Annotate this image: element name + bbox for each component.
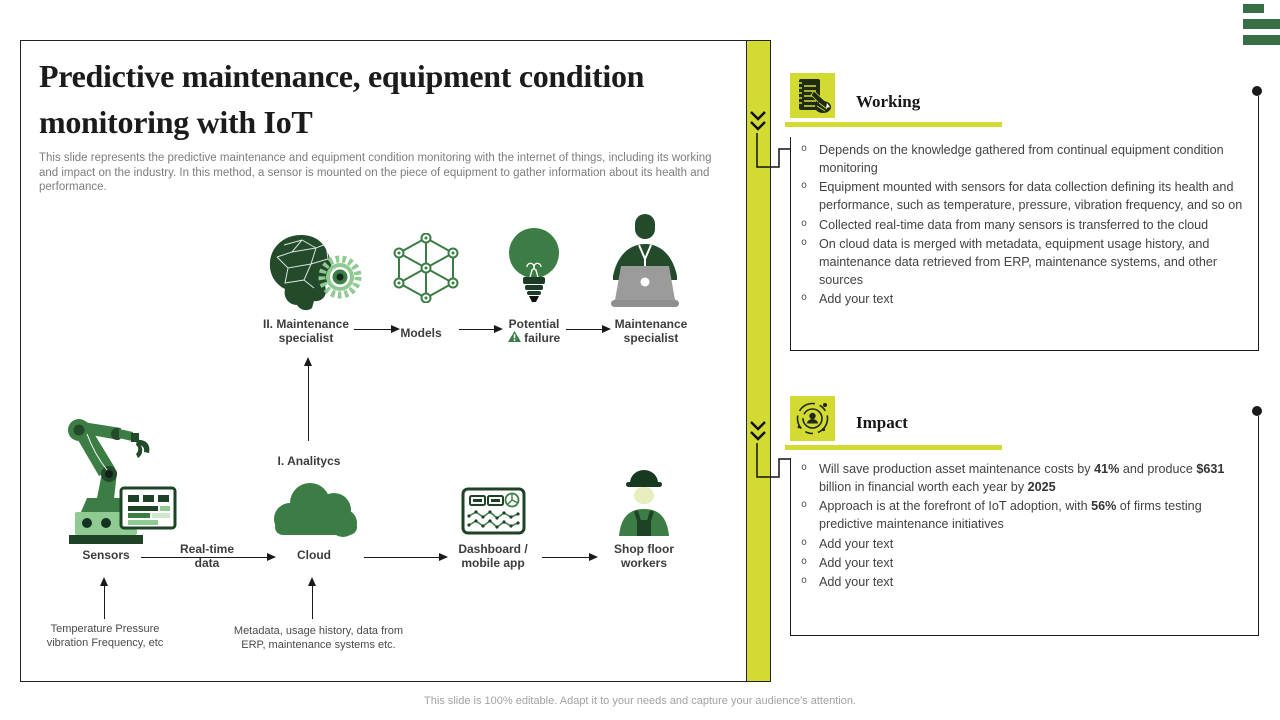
working-box-bottom — [790, 350, 1259, 351]
working-bullet-list — [801, 141, 1253, 309]
diagram-panel — [20, 40, 771, 682]
bullet-item — [801, 235, 1253, 289]
bullet-text: Add your text — [819, 536, 894, 551]
label-realtime-data: Real-time data — [179, 542, 235, 571]
label-cloud: Cloud — [297, 548, 331, 562]
bullet-marker: o — [801, 499, 808, 511]
bullet-item — [801, 535, 1253, 553]
impact-icon-box — [790, 396, 835, 441]
annotation-cloud-inputs: Metadata, usage history, data from ERP, maintenance systems etc. — [233, 625, 404, 651]
bullet-marker: o — [801, 180, 808, 192]
footer-note: This slide is 100% editable. Adapt it to your needs and capture your audience's attention. — [424, 695, 856, 707]
label-maintenance-specialist: Maintenance specialist — [614, 317, 688, 346]
worker-icon — [615, 468, 673, 536]
connector-working — [753, 133, 793, 173]
brain-gear-icon — [264, 231, 368, 311]
bullet-item — [801, 178, 1253, 214]
bullet-text: Add your text — [819, 574, 894, 589]
arrow-specialist2-to-models — [354, 329, 398, 330]
bullet-marker: o — [801, 236, 808, 248]
bullet-text: On cloud data is merged with metadata, equipment usage history, and maintenance data retrieved from ERP, maintenance systems, and other sources — [819, 236, 1218, 287]
arrow-cloud-to-models — [308, 359, 309, 441]
lightbulb-icon — [507, 227, 561, 307]
chevron-down-icon — [749, 111, 767, 132]
working-box-left — [790, 137, 791, 351]
working-title: Working — [856, 92, 921, 111]
bullet-text: Equipment mounted with sensors for data collection defining its health and performance, such as temperature, pressure, vibration frequency, and so on — [819, 180, 1243, 213]
impact-target-icon — [790, 396, 835, 441]
label-potential-failure — [494, 317, 574, 345]
menu-icon — [1243, 4, 1280, 50]
label-potential-line1: Potential — [508, 317, 560, 331]
impact-title: Impact — [856, 413, 908, 432]
label-maintenance-specialist-2: II. Maintenance specialist — [262, 317, 350, 346]
network-model-icon — [390, 233, 462, 303]
label-potential-line2: failure — [494, 331, 574, 345]
label-sensors: Sensors — [82, 548, 130, 562]
menu-bar — [1243, 35, 1280, 45]
impact-box-left — [790, 458, 791, 635]
bullet-marker: o — [801, 462, 808, 473]
impact-underline — [785, 445, 1002, 450]
label-shop-floor-workers: Shop floor workers — [614, 542, 674, 571]
bullet-marker: o — [801, 536, 808, 548]
bullet-item — [801, 497, 1253, 533]
annotation-sensor-inputs: Temperature Pressure vibration Frequency, etc — [46, 623, 164, 649]
bullet-text: Depends on the knowledge gathered from continual equipment condition monitoring — [819, 143, 1224, 176]
impact-box-right — [1258, 416, 1259, 635]
arrow-cloud-to-dashboard — [364, 557, 446, 558]
bullet-item — [801, 460, 1253, 496]
label-analytics: I. Analitycs — [277, 454, 341, 468]
arrow-metadata-to-cloud — [312, 579, 313, 619]
notebook-hand-icon — [790, 73, 835, 118]
working-icon-box — [790, 73, 835, 118]
bullet-item — [801, 216, 1253, 234]
bullet-item — [801, 554, 1253, 572]
impact-bullet-list — [801, 460, 1253, 592]
arrow-inputs-to-sensors — [104, 579, 105, 619]
page-title: Predictive maintenance, equipment condition monitoring with IoT — [39, 58, 645, 141]
bullet-marker: o — [801, 143, 808, 154]
bullet-marker: o — [801, 217, 808, 229]
bullet-marker: o — [801, 292, 808, 303]
working-box-right — [1258, 96, 1259, 351]
bullet-marker: o — [801, 574, 808, 586]
bullet-item — [801, 141, 1253, 177]
bullet-item — [801, 573, 1253, 591]
arrow-sensors-to-cloud — [141, 557, 274, 558]
menu-bar — [1243, 4, 1264, 13]
menu-bar — [1243, 19, 1280, 29]
working-connector-dot — [1252, 86, 1262, 96]
bullet-text: Add your text — [819, 555, 894, 570]
impact-connector-dot — [1252, 406, 1262, 416]
arrow-failure-to-specialist — [566, 329, 609, 330]
impact-box-bottom — [790, 635, 1259, 636]
dashboard-icon — [461, 487, 526, 535]
cloud-icon — [266, 477, 361, 539]
chevron-down-icon — [749, 421, 767, 442]
slide-description: This slide represents the predictive maintenance and equipment condition monitoring with the internet of things, including its working and impact on the industry. In this method, a sensor is mounted on the piece of equipment to gather information about its health and performance. — [39, 152, 712, 194]
bullet-marker: o — [801, 555, 808, 567]
bullet-text: Collected real-time data from many sensors is transferred to the cloud — [819, 217, 1209, 232]
arrow-models-to-failure — [459, 329, 501, 330]
robot-arm-sensor-icon — [53, 416, 178, 546]
bullet-text: Will save production asset maintenance costs by 41% and produce $631 billion in financial worth each year by 2025 — [819, 462, 1225, 495]
specialist-laptop-icon — [609, 214, 681, 308]
label-models: Models — [400, 326, 442, 340]
label-dashboard: Dashboard / mobile app — [458, 542, 528, 571]
working-underline — [785, 122, 1002, 127]
arrow-dashboard-to-workers — [542, 557, 596, 558]
warning-icon — [508, 331, 521, 343]
bullet-text: Approach is at the forefront of IoT adoption, with 56% of firms testing predictive maintenance initiatives — [819, 499, 1202, 532]
bullet-text: Add your text — [819, 292, 894, 306]
bullet-item — [801, 290, 1253, 308]
